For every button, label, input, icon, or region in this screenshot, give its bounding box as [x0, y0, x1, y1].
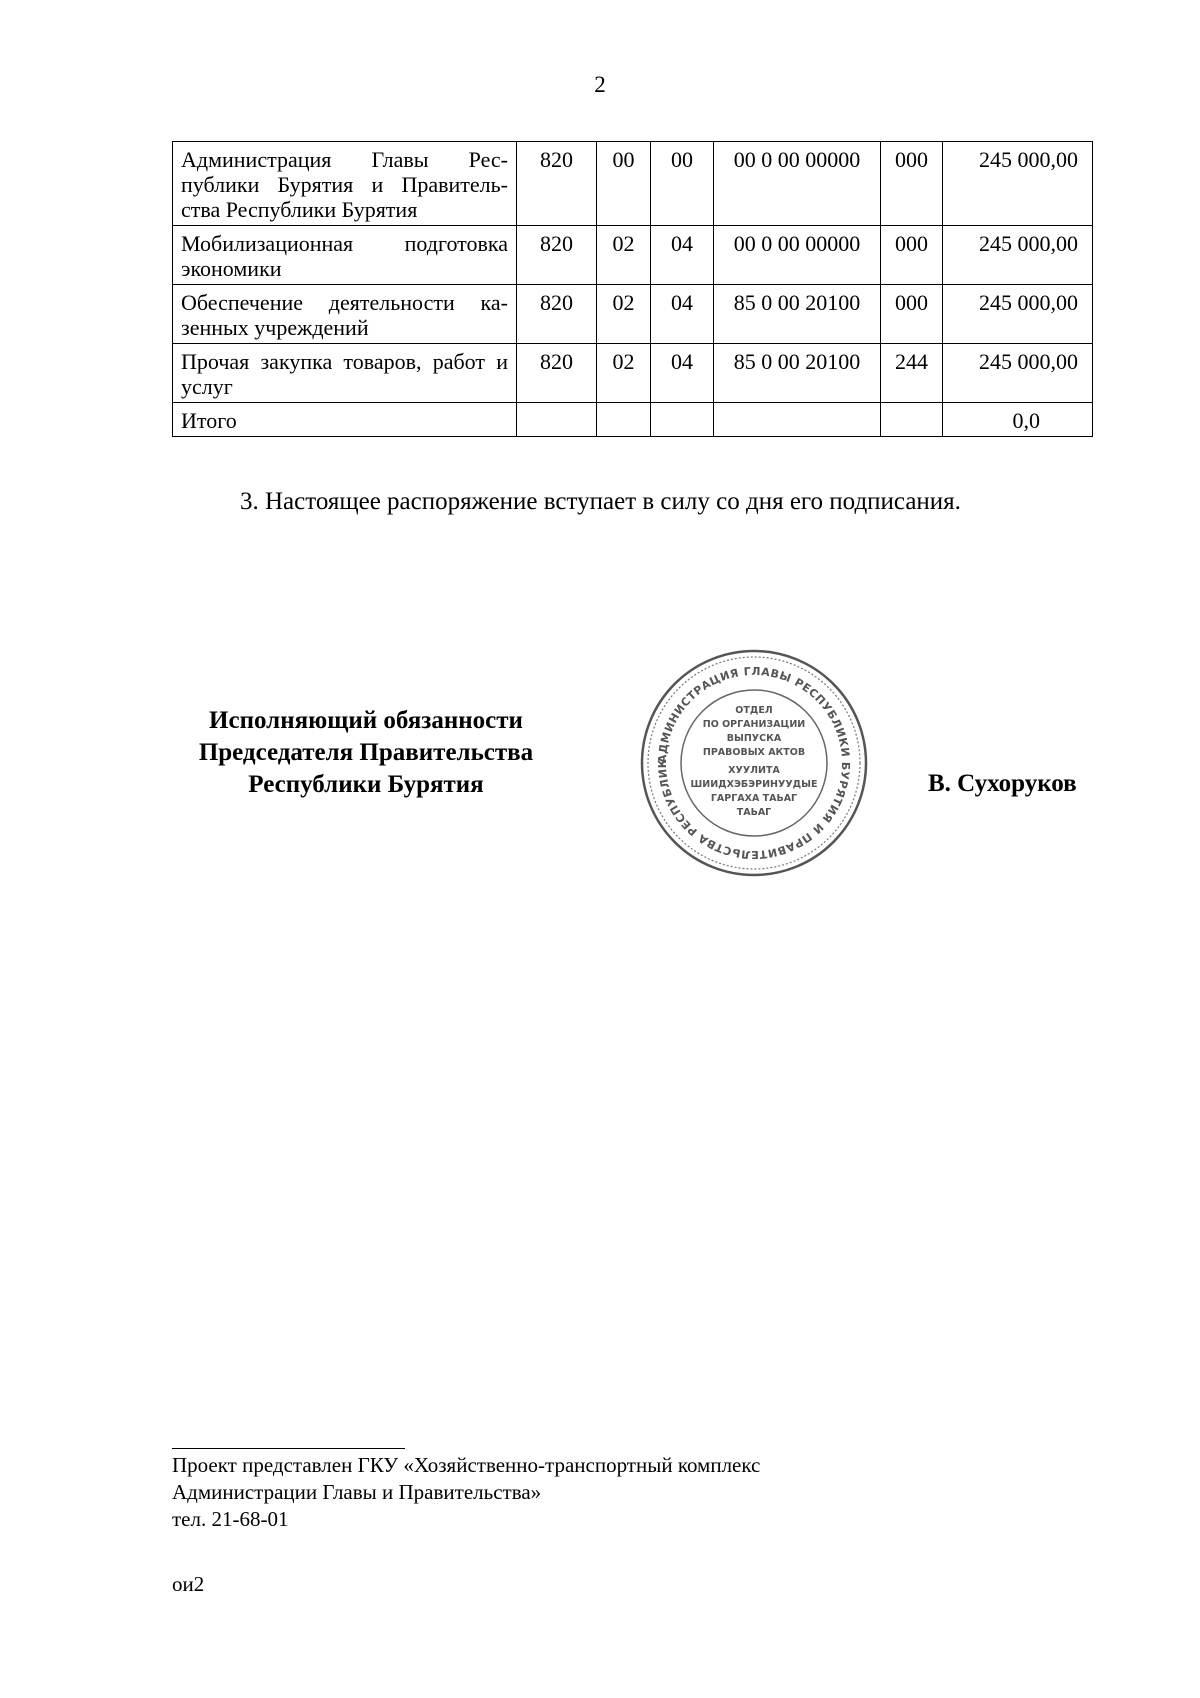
row-amount: 245 000,00	[943, 344, 1093, 403]
row-code-2: 02	[597, 226, 651, 285]
row-code-1: 820	[517, 285, 597, 344]
row-code-4: 00 0 00 00000	[714, 142, 881, 226]
row-name: Итого	[173, 403, 517, 437]
footnote-divider	[172, 1448, 405, 1449]
row-name: Мобилизационная подготовка экономики	[173, 226, 517, 285]
signer-position	[166, 705, 566, 801]
row-code-2: 02	[597, 344, 651, 403]
row-code-3: 04	[651, 285, 714, 344]
signer-name: В. Сухоруков	[928, 770, 1077, 797]
row-amount: 245 000,00	[943, 142, 1093, 226]
round-seal-icon	[638, 647, 870, 879]
row-code-3: 04	[651, 226, 714, 285]
row-code-1	[517, 403, 597, 437]
row-code-5	[881, 403, 943, 437]
row-code-5: 244	[881, 344, 943, 403]
row-name: Обеспечение деятельности ка-зенных учреждений	[173, 285, 517, 344]
row-amount: 245 000,00	[943, 285, 1093, 344]
seal-center-line: ОТДЕЛ	[735, 705, 773, 716]
row-amount: 245 000,00	[943, 226, 1093, 285]
table-row	[173, 285, 1093, 344]
seal-center-line: ПРАВОВЫХ АКТОВ	[702, 747, 806, 758]
document-code: ои2	[172, 1572, 205, 1596]
footnote-line: тел. 21-68-01	[172, 1507, 289, 1531]
clause-paragraph: 3. Настоящее распоряжение вступает в силу со дня его подписания.	[240, 488, 961, 515]
row-code-2: 02	[597, 285, 651, 344]
row-name: Администрация Главы Рес-публики Бурятия и Правитель-ства Республики Бурятия	[173, 142, 517, 226]
row-code-2	[597, 403, 651, 437]
row-code-4: 85 0 00 20100	[714, 285, 881, 344]
seal-center-line: ХУУЛИТА	[728, 765, 780, 776]
row-code-2: 00	[597, 142, 651, 226]
row-code-4: 85 0 00 20100	[714, 344, 881, 403]
row-code-5: 000	[881, 285, 943, 344]
table-row-total	[173, 403, 1093, 437]
row-code-4: 00 0 00 00000	[714, 226, 881, 285]
seal-center-line: ВЫПУСКА	[726, 733, 782, 744]
footnote-line: Администрации Главы и Правительства»	[172, 1480, 542, 1504]
row-code-5: 000	[881, 226, 943, 285]
table-row	[173, 226, 1093, 285]
seal-ring-text: АДМИНИСТРАЦИЯ ГЛАВЫ РЕСПУБЛИКИ БУРЯТИЯ И ПРАВИТЕЛЬСТВА РЕСПУБЛИК	[655, 664, 853, 862]
seal-center-line: ШИИДХЭБЭРИНУУДЫЕ	[690, 779, 818, 790]
table-row	[173, 344, 1093, 403]
row-code-1: 820	[517, 226, 597, 285]
row-code-3: 00	[651, 142, 714, 226]
row-code-3	[651, 403, 714, 437]
row-name: Прочая закупка товаров, работ и услуг	[173, 344, 517, 403]
table-row	[173, 142, 1093, 226]
signer-position-line: Исполняющий обязанности	[209, 707, 523, 734]
row-code-4	[714, 403, 881, 437]
signer-position-line: Республики Бурятия	[248, 771, 484, 798]
seal-center-line: ПО ОРГАНИЗАЦИИ	[702, 719, 806, 730]
row-code-3: 04	[651, 344, 714, 403]
seal-center-line: ТАЬАГ	[736, 807, 772, 818]
row-code-1: 820	[517, 142, 597, 226]
seal-graphic	[638, 647, 870, 879]
footnote-line: Проект представлен ГКУ «Хозяйственно-транспортный комплекс	[172, 1453, 761, 1477]
row-code-1: 820	[517, 344, 597, 403]
row-amount: 0,0	[943, 403, 1093, 437]
row-code-5: 000	[881, 142, 943, 226]
budget-table	[172, 141, 1093, 437]
signer-position-line: Председателя Правительства	[198, 739, 534, 766]
footnote	[172, 1452, 760, 1533]
seal-center-line: ГАРГАХА ТАЬАГ	[710, 793, 798, 804]
page-number: 2	[594, 72, 606, 97]
